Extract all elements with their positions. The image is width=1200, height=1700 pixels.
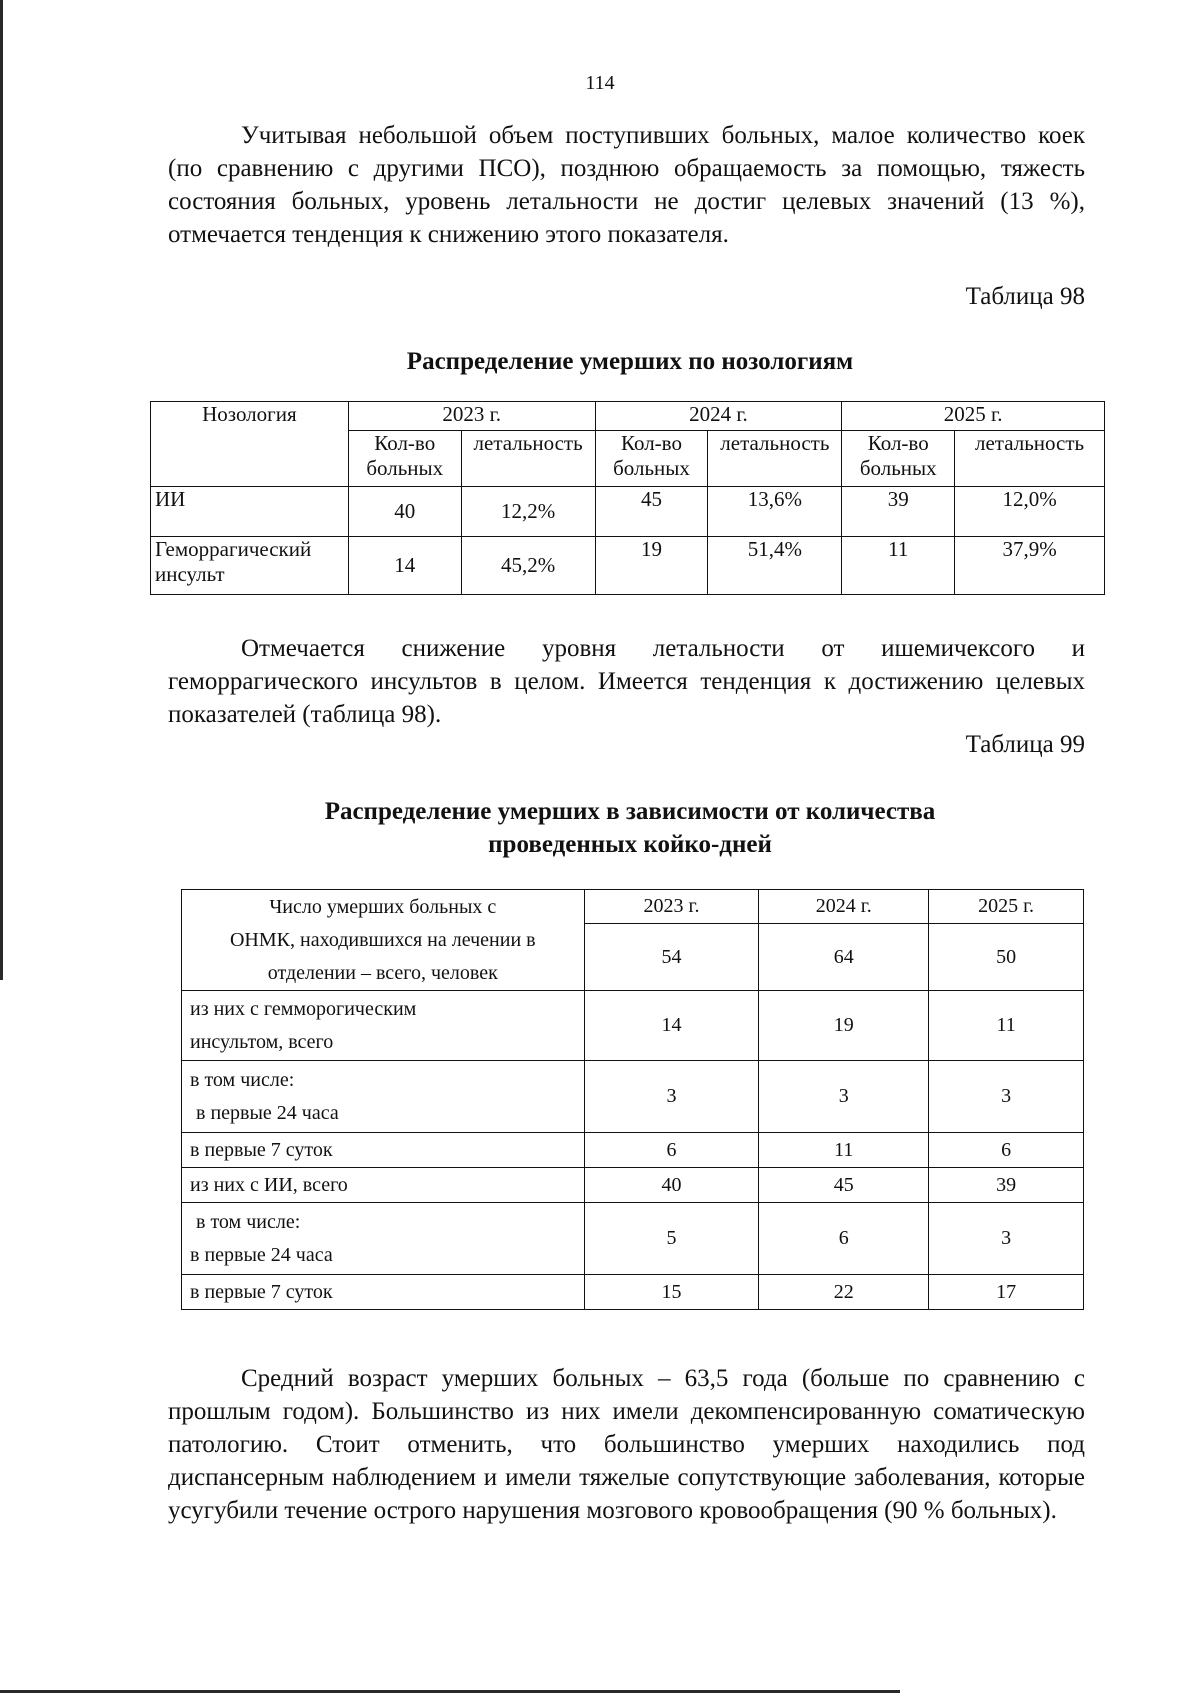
table-98 xyxy=(150,401,1105,595)
subheader-lethality: летальность xyxy=(708,431,842,487)
cell-2024: 19 xyxy=(759,991,929,1061)
subheader-lethality: летальность xyxy=(955,431,1105,487)
cell-2023: 3 xyxy=(584,1061,759,1133)
cell-total-2023: 54 xyxy=(584,924,759,991)
cell-count-2023: 14 xyxy=(348,537,461,595)
row-label: ИИ xyxy=(151,487,349,537)
row-label: в том числе: в первые 24 часа xyxy=(182,1203,585,1275)
cell-total-2025: 50 xyxy=(929,924,1084,991)
row-label: из них с гемморогическим инсультом, всего xyxy=(182,991,585,1061)
cell-lethality-2024: 13,6% xyxy=(708,487,842,537)
table-99 xyxy=(181,889,1084,1310)
cell-lethality-2024: 51,4% xyxy=(708,537,842,595)
header-deaths-total-label: Число умерших больных с ОНМК, находившихся на лечении в отделении – всего, человек xyxy=(182,890,585,991)
header-year-2025: 2025 г. xyxy=(929,890,1084,924)
table-row xyxy=(182,1168,1084,1203)
table-row xyxy=(182,1203,1084,1275)
header-nozology: Нозология xyxy=(151,402,349,487)
subheader-count: Кол-во больных xyxy=(595,431,708,487)
cell-2023: 5 xyxy=(584,1203,759,1275)
cell-2025: 11 xyxy=(929,991,1084,1061)
cell-count-2025: 11 xyxy=(842,537,955,595)
table-99-header-row xyxy=(182,890,1084,924)
page-number: 114 xyxy=(585,72,615,94)
table-98-header-row xyxy=(151,402,1105,431)
middle-paragraph-block xyxy=(168,632,1085,731)
cell-count-2024: 45 xyxy=(595,487,708,537)
cell-2024: 11 xyxy=(759,1133,929,1168)
cell-2023: 40 xyxy=(584,1168,759,1203)
middle-paragraph: Отмечается снижение уровня летальности от ишемичексого и геморрагического инсультов в целом. Имеется тенденция к достижению целевых показателей (таблица 98). xyxy=(168,635,1085,728)
cell-2024: 45 xyxy=(759,1168,929,1203)
table-row xyxy=(151,537,1105,595)
cell-lethality-2023: 45,2% xyxy=(461,537,595,595)
table-99-caption: Таблица 99 xyxy=(965,731,1085,758)
header-year-2024: 2024 г. xyxy=(595,402,842,431)
cell-2024: 6 xyxy=(759,1203,929,1275)
table-row xyxy=(182,1275,1084,1310)
table-row xyxy=(182,1061,1084,1133)
table-row xyxy=(182,1133,1084,1168)
scan-bottom-edge xyxy=(0,1690,900,1693)
table-row xyxy=(182,991,1084,1061)
cell-2025: 6 xyxy=(929,1133,1084,1168)
cell-2025: 3 xyxy=(929,1203,1084,1275)
intro-paragraph: Учитывая небольшой объем поступивших больных, малое количество коек (по сравнению с другими ПСО), позднюю обращаемость за помощью, тяжесть состояния больных, уровень летальности не достиг целевых значений (13 %), отмечается тенденция к снижению этого показателя. xyxy=(168,122,1085,248)
cell-lethality-2023: 12,2% xyxy=(461,487,595,537)
cell-2025: 17 xyxy=(929,1275,1084,1310)
row-label: Геморрагический инсульт xyxy=(151,537,349,595)
cell-count-2023: 40 xyxy=(348,487,461,537)
subheader-count: Кол-во больных xyxy=(842,431,955,487)
cell-2025: 39 xyxy=(929,1168,1084,1203)
table-98-title: Распределение умерших по нозологиям xyxy=(406,348,854,375)
row-label: из них с ИИ, всего xyxy=(182,1168,585,1203)
closing-paragraph-block xyxy=(168,1362,1085,1527)
cell-2024: 22 xyxy=(759,1275,929,1310)
scan-left-edge xyxy=(0,0,3,980)
cell-total-2024: 64 xyxy=(759,924,929,991)
cell-2023: 6 xyxy=(584,1133,759,1168)
cell-lethality-2025: 37,9% xyxy=(955,537,1105,595)
header-year-2024: 2024 г. xyxy=(759,890,929,924)
cell-count-2024: 19 xyxy=(595,537,708,595)
row-label: в первые 7 суток xyxy=(182,1275,585,1310)
table-99-title: Распределение умерших в зависимости от количества проведенных койко-дней xyxy=(324,798,936,858)
intro-paragraph-block xyxy=(168,119,1085,251)
subheader-count: Кол-во больных xyxy=(348,431,461,487)
header-year-2023: 2023 г. xyxy=(348,402,595,431)
cell-lethality-2025: 12,0% xyxy=(955,487,1105,537)
header-year-2025: 2025 г. xyxy=(842,402,1105,431)
subheader-lethality: летальность xyxy=(461,431,595,487)
cell-2025: 3 xyxy=(929,1061,1084,1133)
cell-2023: 14 xyxy=(584,991,759,1061)
row-label: в том числе: в первые 24 часа xyxy=(182,1061,585,1133)
closing-paragraph: Средний возраст умерших больных – 63,5 года (больше по сравнению с прошлым годом). Большинство из них имели декомпенсированную соматическую патологию. Стоит отменить, что большинство умерших находились под диспансерным наблюдением и имели тяжелые сопутствующие заболевания, которые усугубили течение острого нарушения мозгового кровообращения (90 % больных). xyxy=(168,1365,1085,1524)
table-row xyxy=(151,487,1105,537)
cell-count-2025: 39 xyxy=(842,487,955,537)
row-label: в первые 7 суток xyxy=(182,1133,585,1168)
header-year-2023: 2023 г. xyxy=(584,890,759,924)
cell-2023: 15 xyxy=(584,1275,759,1310)
cell-2024: 3 xyxy=(759,1061,929,1133)
table-98-caption: Таблица 98 xyxy=(965,283,1085,310)
